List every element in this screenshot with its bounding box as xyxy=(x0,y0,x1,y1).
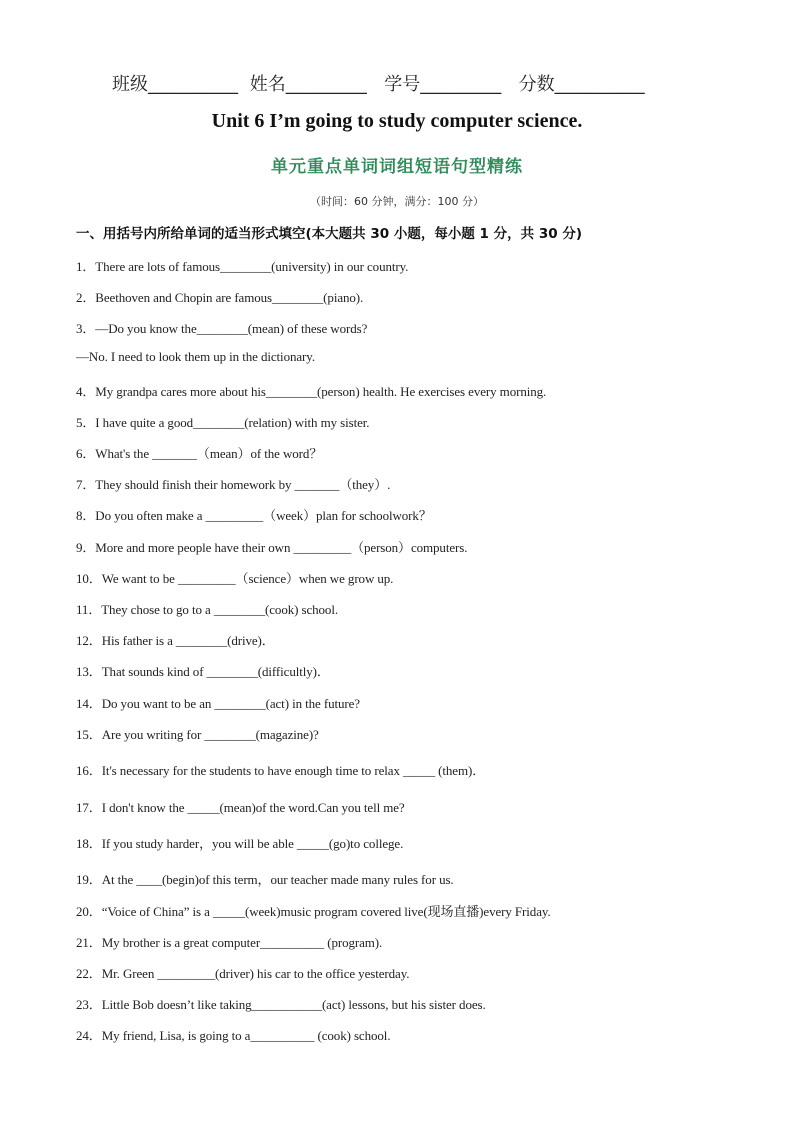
question-item: 3．—Do you know the________(mean) of these words? xyxy=(76,321,368,336)
question-item: 21．My brother is a great computer__________ (program). xyxy=(76,935,383,950)
student-id-field xyxy=(378,70,501,96)
question-item: 9．More and more people have their own _________（person）computers. xyxy=(76,540,468,555)
section-heading: 一、用括号内所给单词的适当形式填空(本大题共 30 小题，每小题 1 分，共 30 分) xyxy=(76,226,583,242)
question-item: 1．There are lots of famous________(university) in our country. xyxy=(76,259,409,274)
student-id-blank: _________ xyxy=(420,74,502,95)
class-blank: __________ xyxy=(148,74,238,95)
question-item: 11．They chose to go to a ________(cook) school. xyxy=(76,602,338,617)
student-id-label: 学号 xyxy=(384,74,421,95)
question-item: 4．My grandpa cares more about his________(person) health. He exercises every morning. xyxy=(76,384,547,399)
question-item: 14．Do you want to be an ________(act) in the future? xyxy=(76,696,360,711)
question-item: 5．I have quite a good________(relation) with my sister. xyxy=(76,415,370,430)
score-field xyxy=(513,70,645,96)
name-label: 姓名 xyxy=(249,74,286,95)
question-item: —No. I need to look them up in the dictionary. xyxy=(76,349,315,364)
score-blank: __________ xyxy=(554,74,645,95)
name-field xyxy=(250,70,367,96)
question-item: 12．His father is a ________(drive)． xyxy=(76,633,275,648)
name-blank: _________ xyxy=(285,74,367,95)
question-item: 7．They should finish their homework by _______（they）. xyxy=(76,477,391,492)
question-item: 22．Mr. Green _________(driver) his car to the office yesterday. xyxy=(76,966,410,981)
question-item: 2．Beethoven and Chopin are famous________(piano). xyxy=(76,290,364,305)
class-field xyxy=(112,70,238,96)
question-item: 8．Do you often make a _________（week）plan for schoolwork？ xyxy=(76,508,432,523)
class-label: 班级 xyxy=(112,74,148,95)
unit-title: Unit 6 I’m going to study computer science. xyxy=(211,110,583,132)
question-item: 16．It's necessary for the students to have enough time to relax _____ (them)． xyxy=(76,763,486,778)
score-label: 分数 xyxy=(518,74,555,95)
question-item: 13．That sounds kind of ________(difficultly)． xyxy=(76,664,330,679)
student-info-fields xyxy=(112,70,692,96)
worksheet-subtitle: 单元重点单词词组短语句型精练 xyxy=(271,157,523,177)
question-item: 18．If you study harder，you will be able _____(go)to college. xyxy=(76,836,404,851)
question-item: 6．What's the _______（mean）of the word？ xyxy=(76,446,323,461)
question-item: 10．We want to be _________（science）when we grow up. xyxy=(76,571,394,586)
question-item: 23．Little Bob doesn’t like taking___________(act) lessons, but his sister does. xyxy=(76,997,486,1012)
question-item: 19．At the ____(begin)of this term，our teacher made many rules for us. xyxy=(76,872,454,887)
question-item: 24．My friend, Lisa, is going to a__________ (cook) school. xyxy=(76,1028,391,1043)
question-item: 15．Are you writing for ________(magazine)? xyxy=(76,727,319,742)
question-item: 17．I don't know the _____(mean)of the word.Can you tell me? xyxy=(76,800,405,815)
question-item: 20．“Voice of China” is a _____(week)music program covered live(现场直播)every Friday. xyxy=(76,904,551,919)
time-score-note: （时间：60 分钟，满分：100 分） xyxy=(310,195,484,208)
